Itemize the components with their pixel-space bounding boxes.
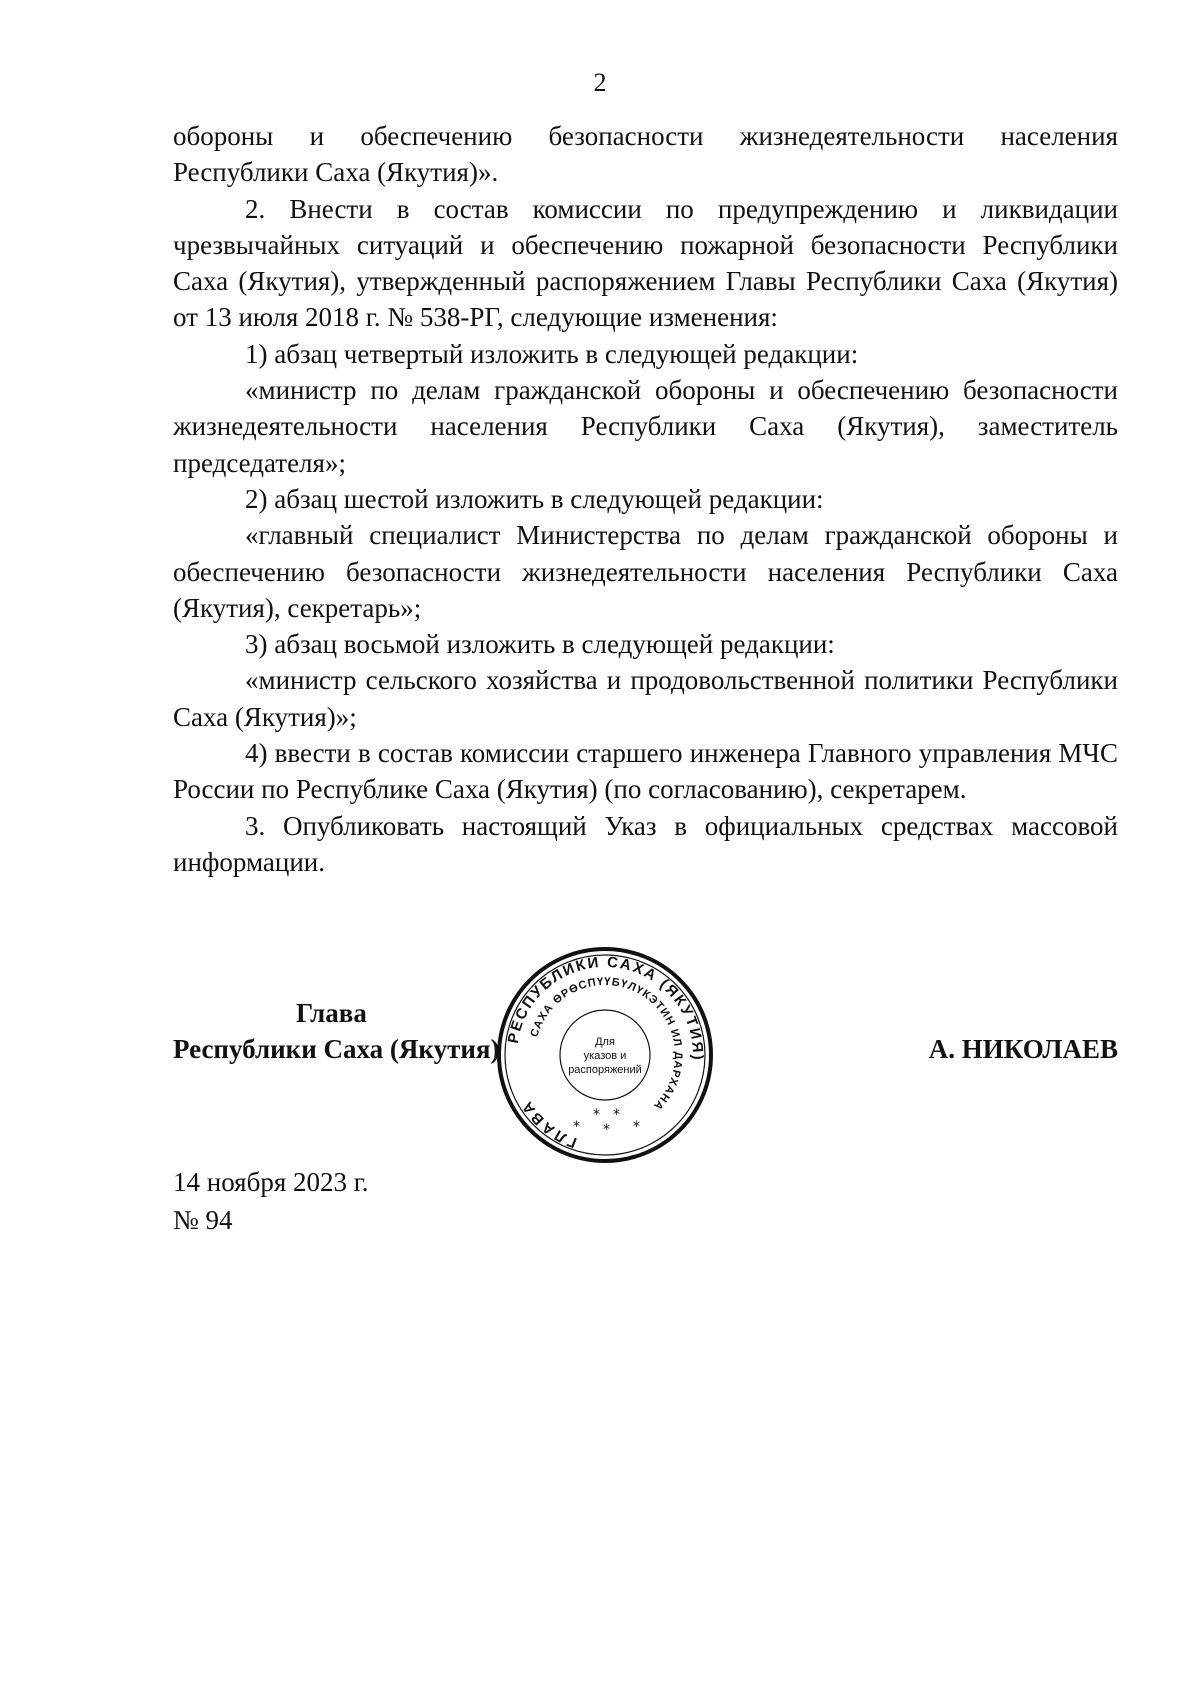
star-icon: * — [573, 1119, 580, 1135]
star-icon: * — [633, 1119, 640, 1135]
seal-inner-text: САХА ӨРӨСПҮҮБҮЛҮКЭТИН ИЛ ДАРХАНА — [528, 975, 685, 1113]
official-seal — [495, 945, 715, 1165]
star-icon: * — [593, 1107, 600, 1123]
paragraph: Республики Саха (Якутия)». — [173, 157, 499, 188]
date-number-block — [173, 1163, 369, 1239]
star-icon: * — [613, 1107, 620, 1123]
seal-outer-text: РЕСПУБЛИКИ САХА (ЯКУТИЯ) — [504, 953, 707, 1062]
paragraph: обороны и обеспечению безопасности жизнедеятельности населения — [173, 121, 1118, 151]
star-icon: * — [603, 1122, 610, 1138]
seal-star-icons — [573, 1107, 640, 1138]
document-body — [173, 118, 1118, 880]
seal-center-line2: указов и — [583, 1050, 627, 1062]
signatory-title-line2: Республики Саха (Якутия) — [173, 1034, 500, 1064]
paragraph: «министр по делам гражданской обороны и обеспечению безопасности жизнедеятельности населения Республики Саха (Якутия), заместитель председателя»; — [173, 375, 1118, 478]
signatory-name: А. НИКОЛАЕВ — [928, 1034, 1118, 1064]
paragraph: 3. Опубликовать настоящий Указ в официальных средствах массовой информации. — [173, 810, 1118, 877]
paragraph: 3) абзац восьмой изложить в следующей редакции: — [245, 629, 835, 660]
paragraph: «главный специалист Министерства по делам гражданской обороны и обеспечению безопасности жизнедеятельности населения Республики Саха (Якутия), секретарь»; — [173, 520, 1118, 623]
seal-center-line1: Для — [595, 1036, 615, 1048]
seal-outer-text-bottom: ГЛАВА — [517, 1096, 580, 1151]
paragraph: 2) абзац шестой изложить в следующей редакции: — [245, 483, 824, 514]
paragraph: 2. Внести в состав комиссии по предупреждению и ликвидации чрезвычайных ситуаций и обеспечению пожарной безопасности Республики Саха (Якутия), утвержденный распоряжением Главы Республики Саха (Якутия) от 13 июля 2018 г. № 538-РГ, следующие изменения: — [173, 193, 1118, 333]
signatory-title — [173, 995, 533, 1067]
paragraph: 1) абзац четвертый изложить в следующей редакции: — [245, 338, 859, 369]
document-date: 14 ноября 2023 г. — [173, 1167, 369, 1197]
paragraph: «министр сельского хозяйства и продовольственной политики Республики Саха (Якутия)»; — [173, 665, 1118, 732]
document-number: № 94 — [173, 1205, 233, 1235]
page-number: 2 — [593, 68, 607, 97]
seal-center-line3: распоряжений — [568, 1064, 642, 1076]
paragraph: 4) ввести в состав комиссии старшего инженера Главного управления МЧС России по Республике Саха (Якутия) (по согласованию), секретарем. — [173, 738, 1118, 805]
signatory-title-line1: Глава — [296, 998, 367, 1028]
